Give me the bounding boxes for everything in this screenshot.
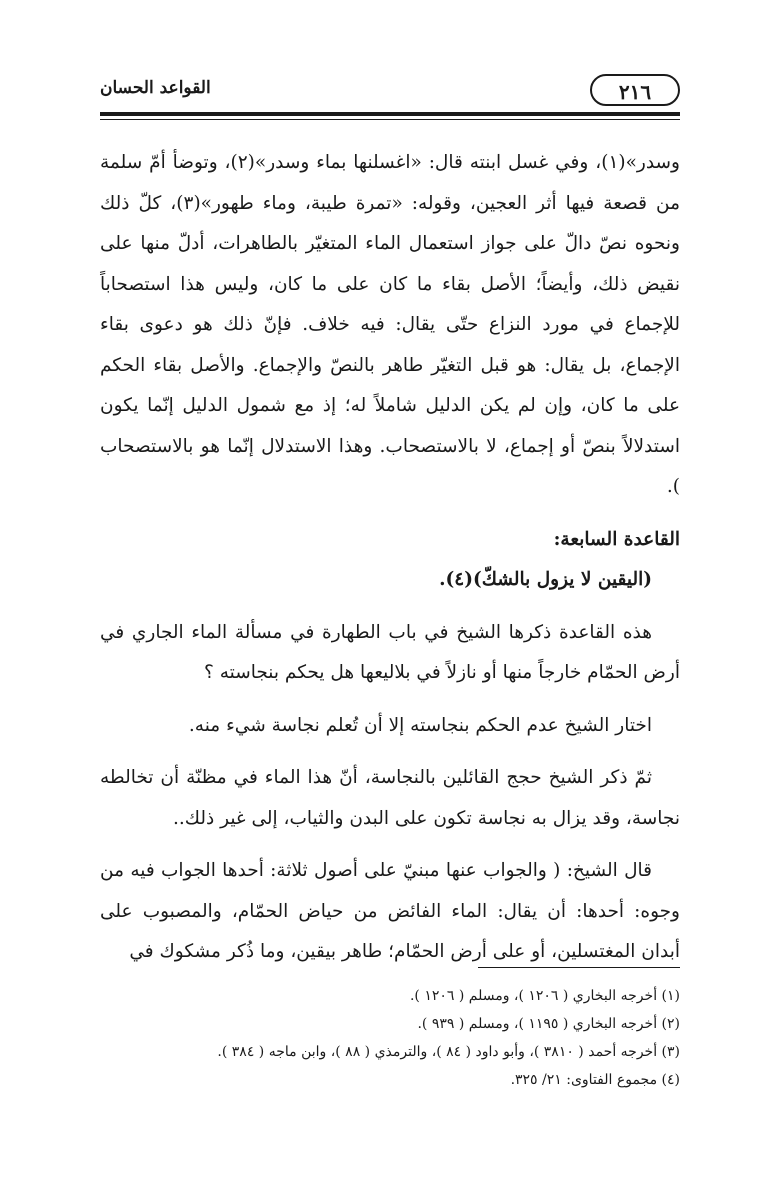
paragraph-5: قال الشيخ: ( والجواب عنها مبنيّ على أصول ثلاثة: أحدها الجواب فيه من وجوه: أحدها: أن يقال: الماء الفائض من حياض الحمّام، والمصبوب على أبدان المغتسلين، أو على أرض الحمّام؛ طاهر بيقين، وما ذُكر مشكوك في — [100, 860, 680, 962]
page-number: ٢١٦ — [590, 74, 680, 106]
header-rule-thin — [100, 119, 680, 120]
running-title: القواعد الحسان — [100, 78, 211, 98]
rule-statement: (اليقين لا يزول بالشكّ)(٤). — [439, 569, 652, 590]
section-heading: القاعدة السابعة: — [553, 528, 680, 550]
footnote-3: (٣) أخرجه أحمد ( ٣٨١٠ )، وأبو داود ( ٨٤ )، والترمذي ( ٨٨ )، وابن ماجه ( ٣٨٤ ). — [217, 1044, 680, 1060]
header-rule-thick — [100, 112, 680, 116]
page-header — [100, 70, 680, 124]
paragraph-4: ثمّ ذكر الشيخ حجج القائلين بالنجاسة، أنّ هذا الماء في مظنّة أن تخالطه نجاسة، وقد يزال به نجاسة تكون على البدن والثياب، إلى غير ذلك.. — [100, 767, 680, 829]
paragraph-1: وسدر»(١)، وفي غسل ابنته قال: «اغسلنها بماء وسدر»(٢)، وتوضأ أمّ سلمة من قصعة فيها أثر العجين، وقوله: «تمرة طيبة، وماء طهور»(٣)، كلّ ذلك ونحوه نصّ دالّ على جواز استعمال الماء المتغيّر بالطاهرات، أدلّ منها على نقيض ذلك، وأيضاً؛ الأصل بقاء ما كان على ما كان، وليس هذا استصحاباً للإجماع في مورد النزاع حتّى يقال: فيه خلاف. فإنّ ذلك هو دعوى بقاء الإجماع، بل يقال: هو قبل التغيّر طاهر بالنصّ والإجماع. والأصل بقاء الحكم على ما كان، وإن لم يكن الدليل شاملاً له؛ إذ مع شمول الدليل إنّما يكون استدلالاً بنصّ أو إجماع، لا بالاستصحاب. وهذا الاستدلال إنّما هو بالاستصحاب ). — [100, 152, 681, 497]
footnotes — [100, 982, 680, 1094]
footnote-separator — [478, 967, 680, 968]
footnote-1: (١) أخرجه البخاري ( ١٢٠٦ )، ومسلم ( ١٢٠٦ ). — [409, 988, 680, 1004]
footnote-2: (٢) أخرجه البخاري ( ١١٩٥ )، ومسلم ( ٩٣٩ ). — [417, 1016, 680, 1032]
paragraph-3: اختار الشيخ عدم الحكم بنجاسته إلا أن تُعلم نجاسة شيء منه. — [188, 714, 652, 736]
paragraph-2: هذه القاعدة ذكرها الشيخ في باب الطهارة في مسألة الماء الجاري في أرض الحمّام خارجاً منها أو نازلاً في بلاليعها هل يحكم بنجاسته ؟ — [100, 621, 680, 683]
main-text — [100, 143, 680, 973]
footnote-4: (٤) مجموع الفتاوى: ٢١/ ٣٢٥. — [510, 1072, 680, 1088]
